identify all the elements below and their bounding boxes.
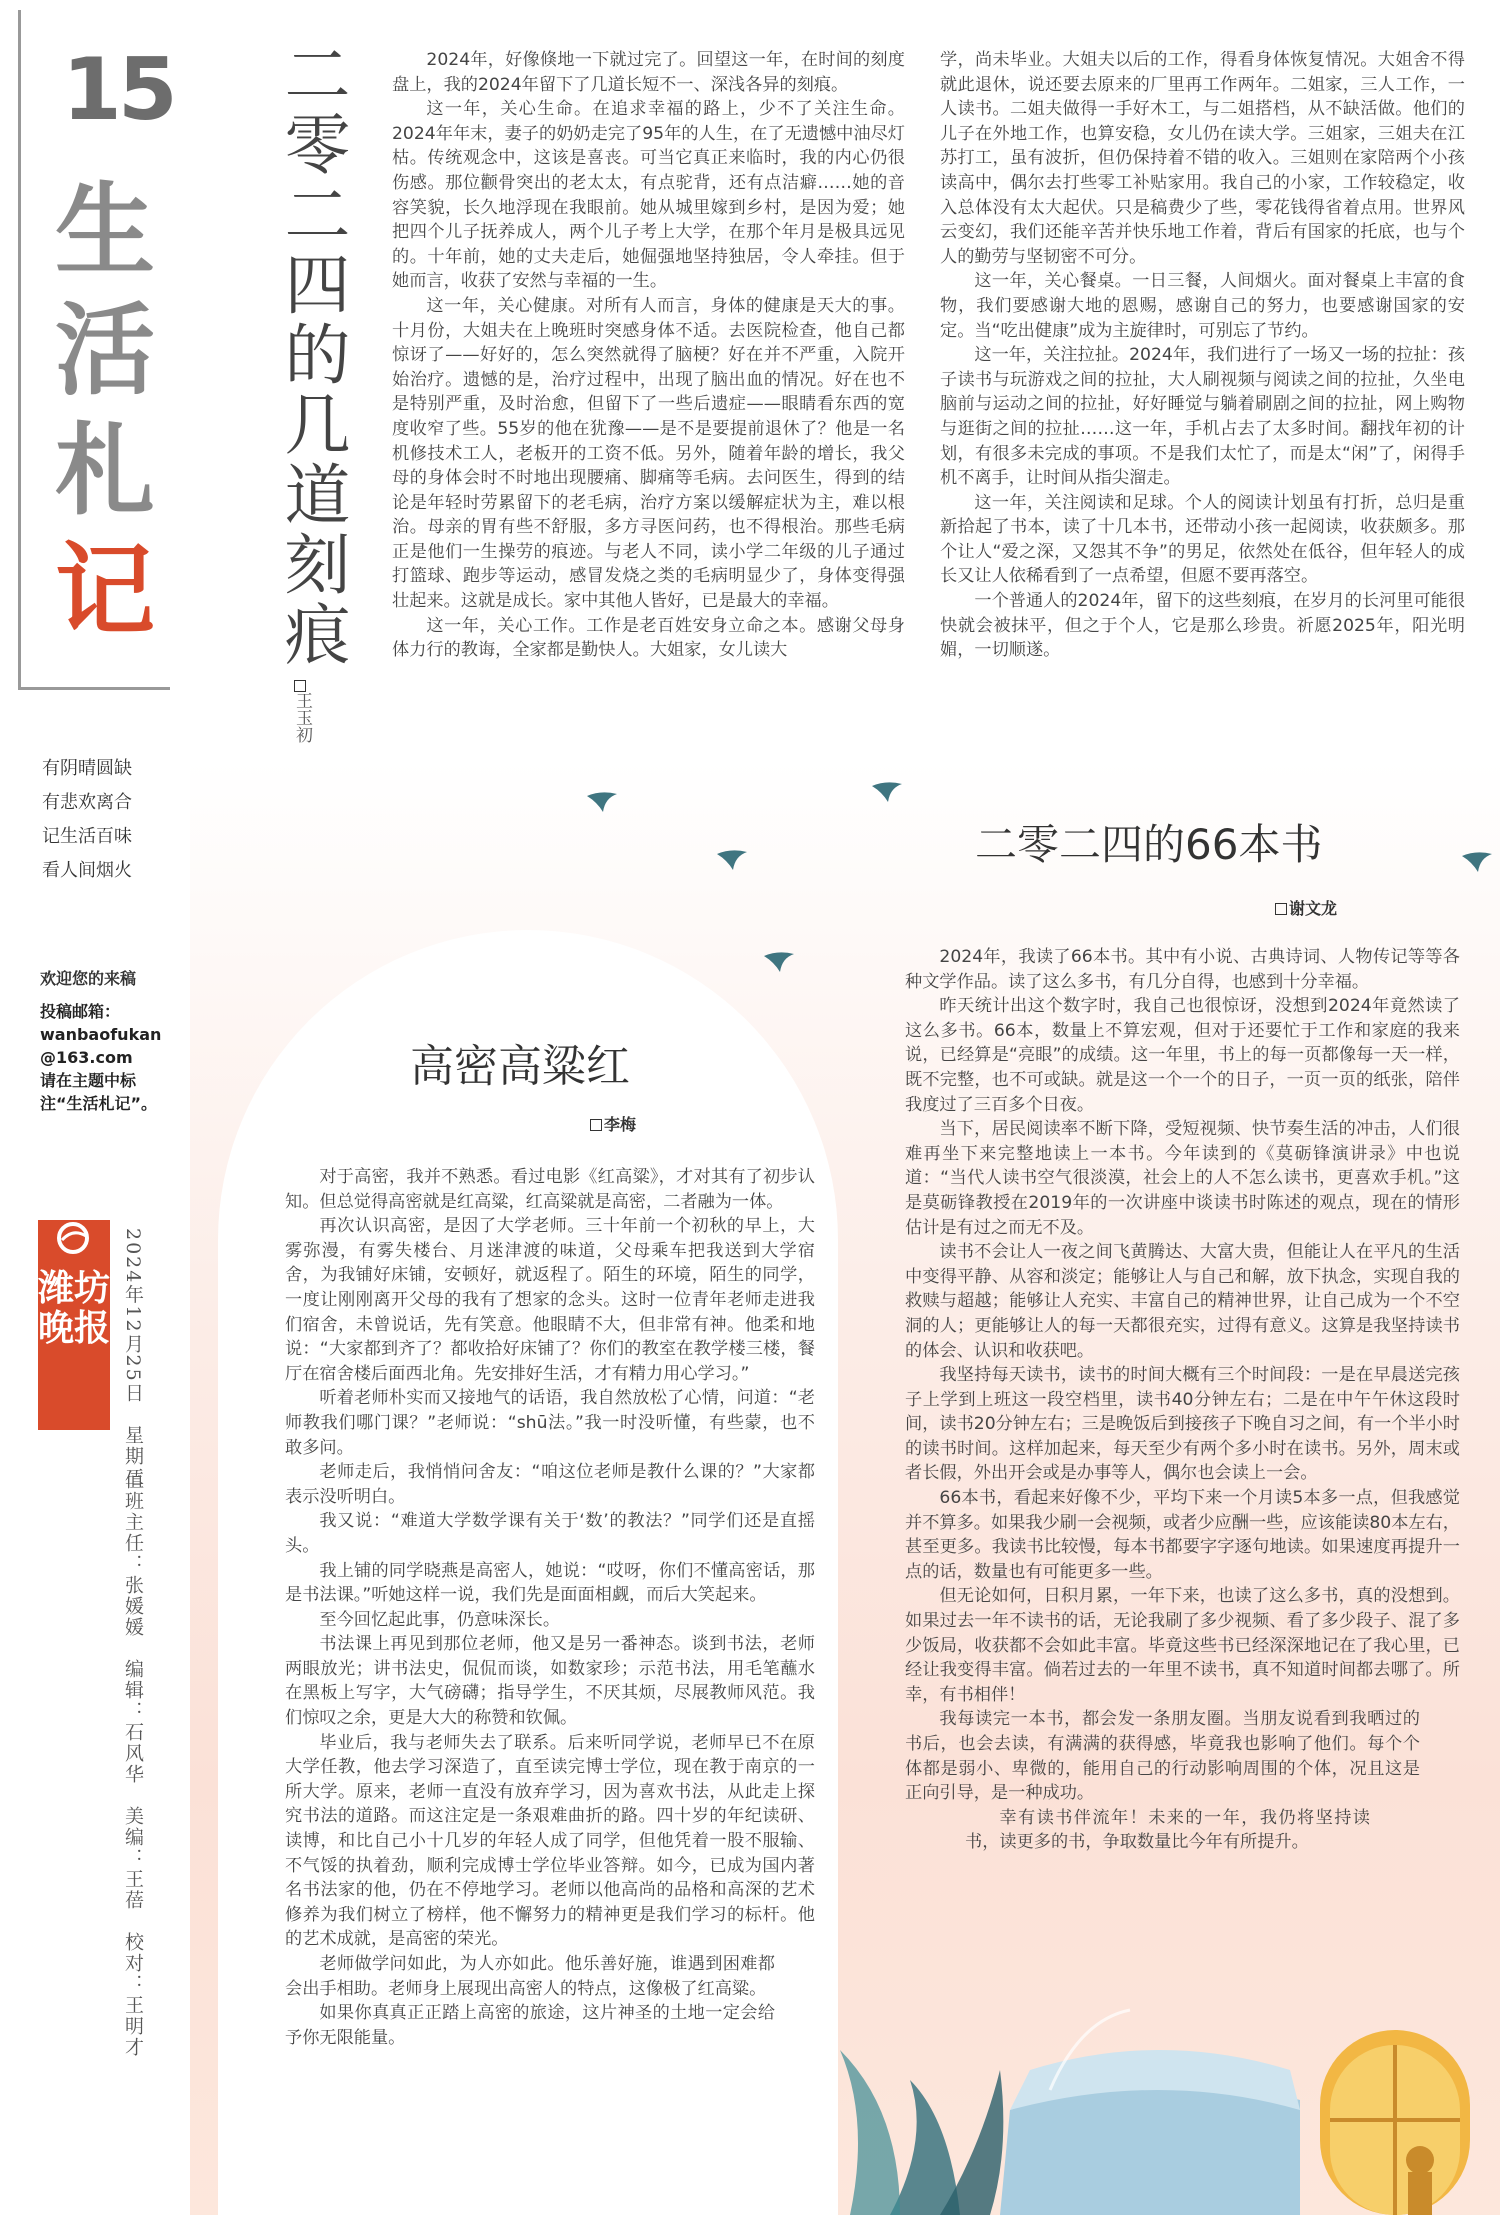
paragraph: 2024年，好像倏地一下就过完了。回望这一年，在时间的刻度盘上，我的2024年留下了几道长短不一、深浅各异的刻痕。 [392, 50, 905, 95]
column-title-char-1: 生 [55, 171, 155, 289]
submit-email-part2[interactable]: @163.com [40, 1048, 133, 1067]
issue-date: 2024年12月25日 星期三 [122, 1228, 144, 1488]
paragraph: 66本书，看起来好像不少，平均下来一个月读5本多一点，但我感觉并不算多。如果我少刷一会视频，或者少应酬一些，应该能读80本左右，甚至更多。我读书比较慢，每本书都要字字逐句地读。如果速度再提升一点的话，数量也有可能更多一些。 [905, 1488, 1460, 1582]
staff-credits: 值班主任：张媛媛 编辑：石风华 美编：王蓓 校对：王明才 [122, 1470, 144, 2058]
paragraph: 这一年，关注拉扯。2024年，我们进行了一场又一场的拉扯：孩子读书与玩游戏之间的拉扯，大人刷视频与阅读之间的拉扯，久坐电脑前与运动之间的拉扯，好好睡觉与躺着刷剧之间的拉扯，网上购物与逛街之间的拉扯……这一年，手机占去了太多时间。翻找年初的计划，有很多未完成的事项。不是我们太忙了，而是太“闲”了，闲得手机不离手，让时间从指尖溜走。 [940, 345, 1466, 489]
paragraph: 但无论如何，日积月累，一年下来，也读了这么多书，真的没想到。如果过去一年不读书的话，无论我刷了多少视频、看了多少段子、混了多少饭局，收获都不会如此丰富。毕竟这些书已经深深地记在了我心里，已经让我变得丰富。倘若过去的一年里不读书，真不知道时间都去哪了。所幸，有书相伴！ [905, 1586, 1460, 1705]
motto-line: 记生活百味 [42, 826, 132, 847]
submit-label: 投稿邮箱： [40, 1002, 121, 1021]
article3-author [590, 1112, 636, 1135]
paragraph: 至今回忆起此事，仍意味深长。 [319, 1609, 561, 1630]
paragraph: 我又说：“难道大学数学课有关于‘数’的教法？”同学们还是直摇头。 [285, 1511, 815, 1556]
paragraph: 对于高密，我并不熟悉。看过电影《红高粱》，才对其有了初步认知。但总觉得高密就是红高粱，红高粱就是高密，二者融为一体。 [285, 1167, 815, 1212]
paragraph: 学，尚未毕业。大姐夫以后的工作，得看身体恢复情况。大姐舍不得就此退休，说还要去原来的厂里再工作两年。二姐家，三人工作，一人读书。二姐夫做得一手好木工，与二姐搭档，从不缺活做。他们的儿子在外地工作，也算安稳，女儿仍在读大学。三姐家，三姐夫在江苏打工，虽有波折，但仍保持着不错的收入。三姐则在家陪两个小孩读高中，偶尔去打些零工补贴家用。我自己的小家，工作较稳定，收入总体没有太大起伏。只是稿费少了些，零花钱得省着点用。世界风云变幻，我们还能辛苦并快乐地工作着，背后有国家的托底，也与个人的勤劳与坚韧密不可分。 [940, 50, 1465, 267]
bird-icon [1460, 850, 1494, 874]
bird-icon [762, 950, 796, 974]
paragraph: 一个普通人的2024年，留下的这些刻痕，在岁月的长河里可能很快就会被抹平，但之于个人，它是那么珍贵。祈愿2025年，阳光明媚，一切顺遂。 [940, 591, 1466, 661]
article3-body [285, 1165, 815, 2050]
submission-info [40, 1000, 170, 1115]
paragraph: 读书不会让人一夜之间飞黄腾达、大富大贵，但能让人在平凡的生活中变得平静、从容和淡定；能够让人与自己和解，放下执念，实现自我的救赎与超越；能够让人充实、丰富自己的精神世界，让自己成为一个不空洞的人；更能够让人的每一天都很充实，过得有意义。这算是我坚持读书的体会、认识和收获吧。 [905, 1242, 1460, 1361]
article3-title: 高密高粱红 [410, 1041, 630, 1092]
paragraph: 这一年，关注阅读和足球。个人的阅读计划虽有打折，总归是重新拾起了书本，读了十几本书，还带动小孩一起阅读，收获颇多。那个让人“爱之深，又怨其不争”的男足，依然处在低谷，但年轻人的成长又让人依稀看到了一点希望，但愿不要再落空。 [940, 492, 1465, 587]
paragraph: 幸有读书伴流年！未来的一年，我仍将坚持读书，读更多的书，争取数量比今年有所提升。 [965, 1807, 1370, 1853]
paragraph: 这一年，关心生命。在追求幸福的路上，少不了关注生命。2024年年末，妻子的奶奶走完了95年的人生，在了无遗憾中油尽灯枯。传统观念中，这该是喜丧。可当它真正来临时，我的内心仍很伤感。那位颧骨突出的老太太，有点驼背，还有点洁癖……她的音容笑貌，长久地浮现在我眼前。她从城里嫁到乡村，是因为爱；她把四个儿子抚养成人，两个儿子考上大学，在那个年月是极具远见的。十年前，她的丈夫走后，她倔强地坚持独居，令人牵挂。但于她而言，收获了安然与幸福的一生。 [392, 99, 905, 292]
paragraph: 2024年，我读了66本书。其中有小说、古典诗词、人物传记等等各种文学作品。读了这么多书，有几分自得，也感到十分幸福。 [905, 947, 1460, 992]
author-box-icon [294, 680, 306, 692]
article2-author [1275, 896, 1337, 919]
paragraph: 毕业后，我与老师失去了联系。后来听同学说，老师早已不在原大学任教，他去学习深造了，直至读完博士学位，现在教于南京的一所大学。原来，老师一直没有放弃学习，因为喜欢书法，从此走上探究书法的道路。而这注定是一条艰难曲折的路。四十岁的年纪读研、读博，和比自己小十几岁的年轻人成了同学，但他凭着一股不服输、不气馁的执着劲，顺利完成博士学位毕业答辩。如今，已成为国内著名书法家的他，仍在不停地学习。老师以他高尚的品格和高深的艺术修养为我们树立了榜样，他不懈努力的精神更是我们学习的标杆。他的艺术成就，是高密的荣光。 [285, 1732, 815, 1950]
paragraph: 当下，居民阅读率不断下降，受短视频、快节奏生活的冲击，人们很难再坐下来完整地读上一本书。今年读到的《莫砺锋演讲录》中也说道：“当代人读书空气很淡漠，社会上的人不怎么读书，更喜欢手机。”这是莫砺锋教授在2019年的一次讲座中谈读书时陈述的观点，现在的情形估计是有过之而无不及。 [905, 1119, 1460, 1238]
paragraph: 我坚持每天读书，读书的时间大概有三个时间段：一是在早晨送完孩子上学到上班这一段空档里，读书40分钟左右；二是在中午午休这段时间，读书20分钟左右；三是晚饭后到接孩子下晚自习之间，有一个半小时的读书时间。这样加起来，每天至少有两个多小时在读书。另外，周末或者长假，外出开会或是办事等人，偶尔也会读上一会。 [905, 1365, 1460, 1484]
submit-email-part1[interactable]: wanbaofukan [40, 1025, 162, 1044]
welcome-text: 欢迎您的来稿 [40, 969, 137, 988]
article2-author-name: 谢文龙 [1289, 899, 1338, 918]
paragraph: 昨天统计出这个数字时，我自己也很惊讶，没想到2024年竟然读了这么多书。66本，数量上不算宏观，但对于还要忙于工作和家庭的我来说，已经算是“亮眼”的成绩。这一年里，书上的每一页都像每一天一样，既不完整，也不可或缺。就是这一个一个的日子，一页一页的纸张，陪伴我度过了三百多个日夜。 [905, 996, 1460, 1115]
paragraph: 这一年，关心餐桌。一日三餐，人间烟火。面对餐桌上丰富的食物，我们要感谢大地的恩赐，感谢自己的努力，也要感谢国家的安定。当“吃出健康”成为主旋律时，可别忘了节约。 [940, 271, 1465, 341]
article3-author-name: 李梅 [604, 1115, 637, 1134]
motto-line: 有悲欢离合 [42, 792, 132, 813]
logo-text: 潍坊晚报 [38, 1267, 111, 1349]
paragraph: 书法课上再见到那位老师，他又是另一番神态。谈到书法，老师两眼放光；讲书法史，侃侃而谈，如数家珍；示范书法，用毛笔蘸水在黑板上写字，大气磅礴；指导学生，不厌其烦，尽展教师风范。我们惊叹之余，更是大大的称赞和钦佩。 [285, 1634, 815, 1729]
paragraph: 老师做学问如此，为人亦如此。他乐善好施，谁遇到困难都会出手相助。老师身上展现出高密人的特点，这像极了红高粱。 [285, 1954, 775, 1999]
paragraph: 这一年，关心健康。对所有人而言，身体的健康是天大的事。十月份，大姐夫在上晚班时突感身体不适。去医院检查，他自己都惊讶了——好好的，怎么突然就得了脑梗？好在并不严重，入院开始治疗。遗憾的是，治疗过程中，出现了脑出血的情况。好在也不是特别严重，及时治愈，但留下了一些后遗症——眼睛看东西的宽度收窄了些。55岁的他在犹豫——是不是要提前退休了？他是一名机修技术工人，老板开的工资不低。另外，随着年龄的增长，我父母的身体会时不时地出现腰痛、脚痛等毛病。去问医生，得到的结论是年轻时劳累留下的老毛病，治疗方案以缓解症状为主，难以根治。母亲的胃有些不舒服，多方寻医问药，也不得根治。那些毛病正是他们一生操劳的痕迹。与老人不同，读小学二年级的儿子通过打篮球、跑步等运动，感冒发烧之类的毛病明显少了，身体变得强壮起来。这就是成长。家中其他人皆好，已是最大的幸福。 [392, 295, 905, 612]
column-title-char-4: 记 [55, 531, 155, 649]
bird-icon [585, 790, 619, 814]
paragraph: 再次认识高密，是因了大学老师。三十年前一个初秋的早上，大雾弥漫，有雾失楼台、月迷津渡的味道，父母乘车把我送到大学宿舍，为我铺好床铺，安顿好，就返程了。陌生的环境，陌生的同学，一度让刚刚离开父母的我有了想家的念头。这时一位青年老师走进我们宿舍，未曾说话，先有笑意。他眼睛不大，但非常有神。他柔和地说：“大家都到齐了？都收拾好床铺了？你们的教室在教学楼三楼，餐厅在宿舍楼后面西北角。先安排好生活，才有精力用心学习。” [285, 1216, 815, 1384]
author-box-icon [590, 1119, 602, 1131]
motto-line: 看人间烟火 [42, 860, 132, 881]
motto-line: 有阴晴圆缺 [42, 758, 132, 779]
paragraph: 听着老师朴实而又接地气的话语，我自然放松了心情，问道：“老师教我们哪门课？”老师说：“shū法。”我一时没听懂，有些蒙，也不敢多问。 [285, 1388, 815, 1458]
article2-body [905, 945, 1460, 1855]
article1-column-1 [392, 48, 905, 663]
column-title-char-2: 活 [55, 291, 155, 409]
paragraph: 如果你真真正正踏上高密的旅途，这片神圣的土地一定会给予你无限能量。 [285, 2003, 775, 2048]
bird-icon [870, 780, 904, 804]
article1-title: 二零二四的几道刻痕 [273, 40, 350, 670]
page-number: 15 [62, 40, 174, 140]
column-motto [42, 752, 132, 888]
paragraph: 我上铺的同学晓燕是高密人，她说：“哎呀，你们不懂高密话，那是书法课。”听她这样一说，我们先是面面相觑，而后大笑起来。 [285, 1560, 815, 1606]
paragraph: 这一年，关心工作。工作是老百姓安身立命之本。感谢父母身体力行的教诲，全家都是勤快人。大姐家，女儿读大 [392, 615, 905, 661]
logo-swirl-icon [48, 1218, 98, 1258]
article1-author-name: 王玉初 [292, 692, 312, 743]
author-box-icon [1275, 903, 1287, 915]
article1-author [290, 680, 315, 743]
article2-title: 二零二四的66本书 [975, 820, 1323, 869]
article1-column-2 [940, 48, 1465, 663]
bird-icon [715, 848, 749, 872]
column-title-char-3: 札 [55, 411, 155, 529]
submit-note: 请在主题中标注“生活札记”。 [40, 1071, 158, 1113]
paragraph: 我每读完一本书，都会发一条朋友圈。当朋友说看到我晒过的书后，也会去读，有满满的获得感，毕竟我也影响了他们。每个个体都是弱小、卑微的，能用自己的行动影响周围的个体，况且这是正向引导，是一种成功。 [905, 1709, 1420, 1804]
open-book-illustration [830, 1820, 1500, 2215]
paragraph: 老师走后，我悄悄问舍友：“咱这位老师是教什么课的？”大家都表示没听明白。 [285, 1462, 815, 1507]
